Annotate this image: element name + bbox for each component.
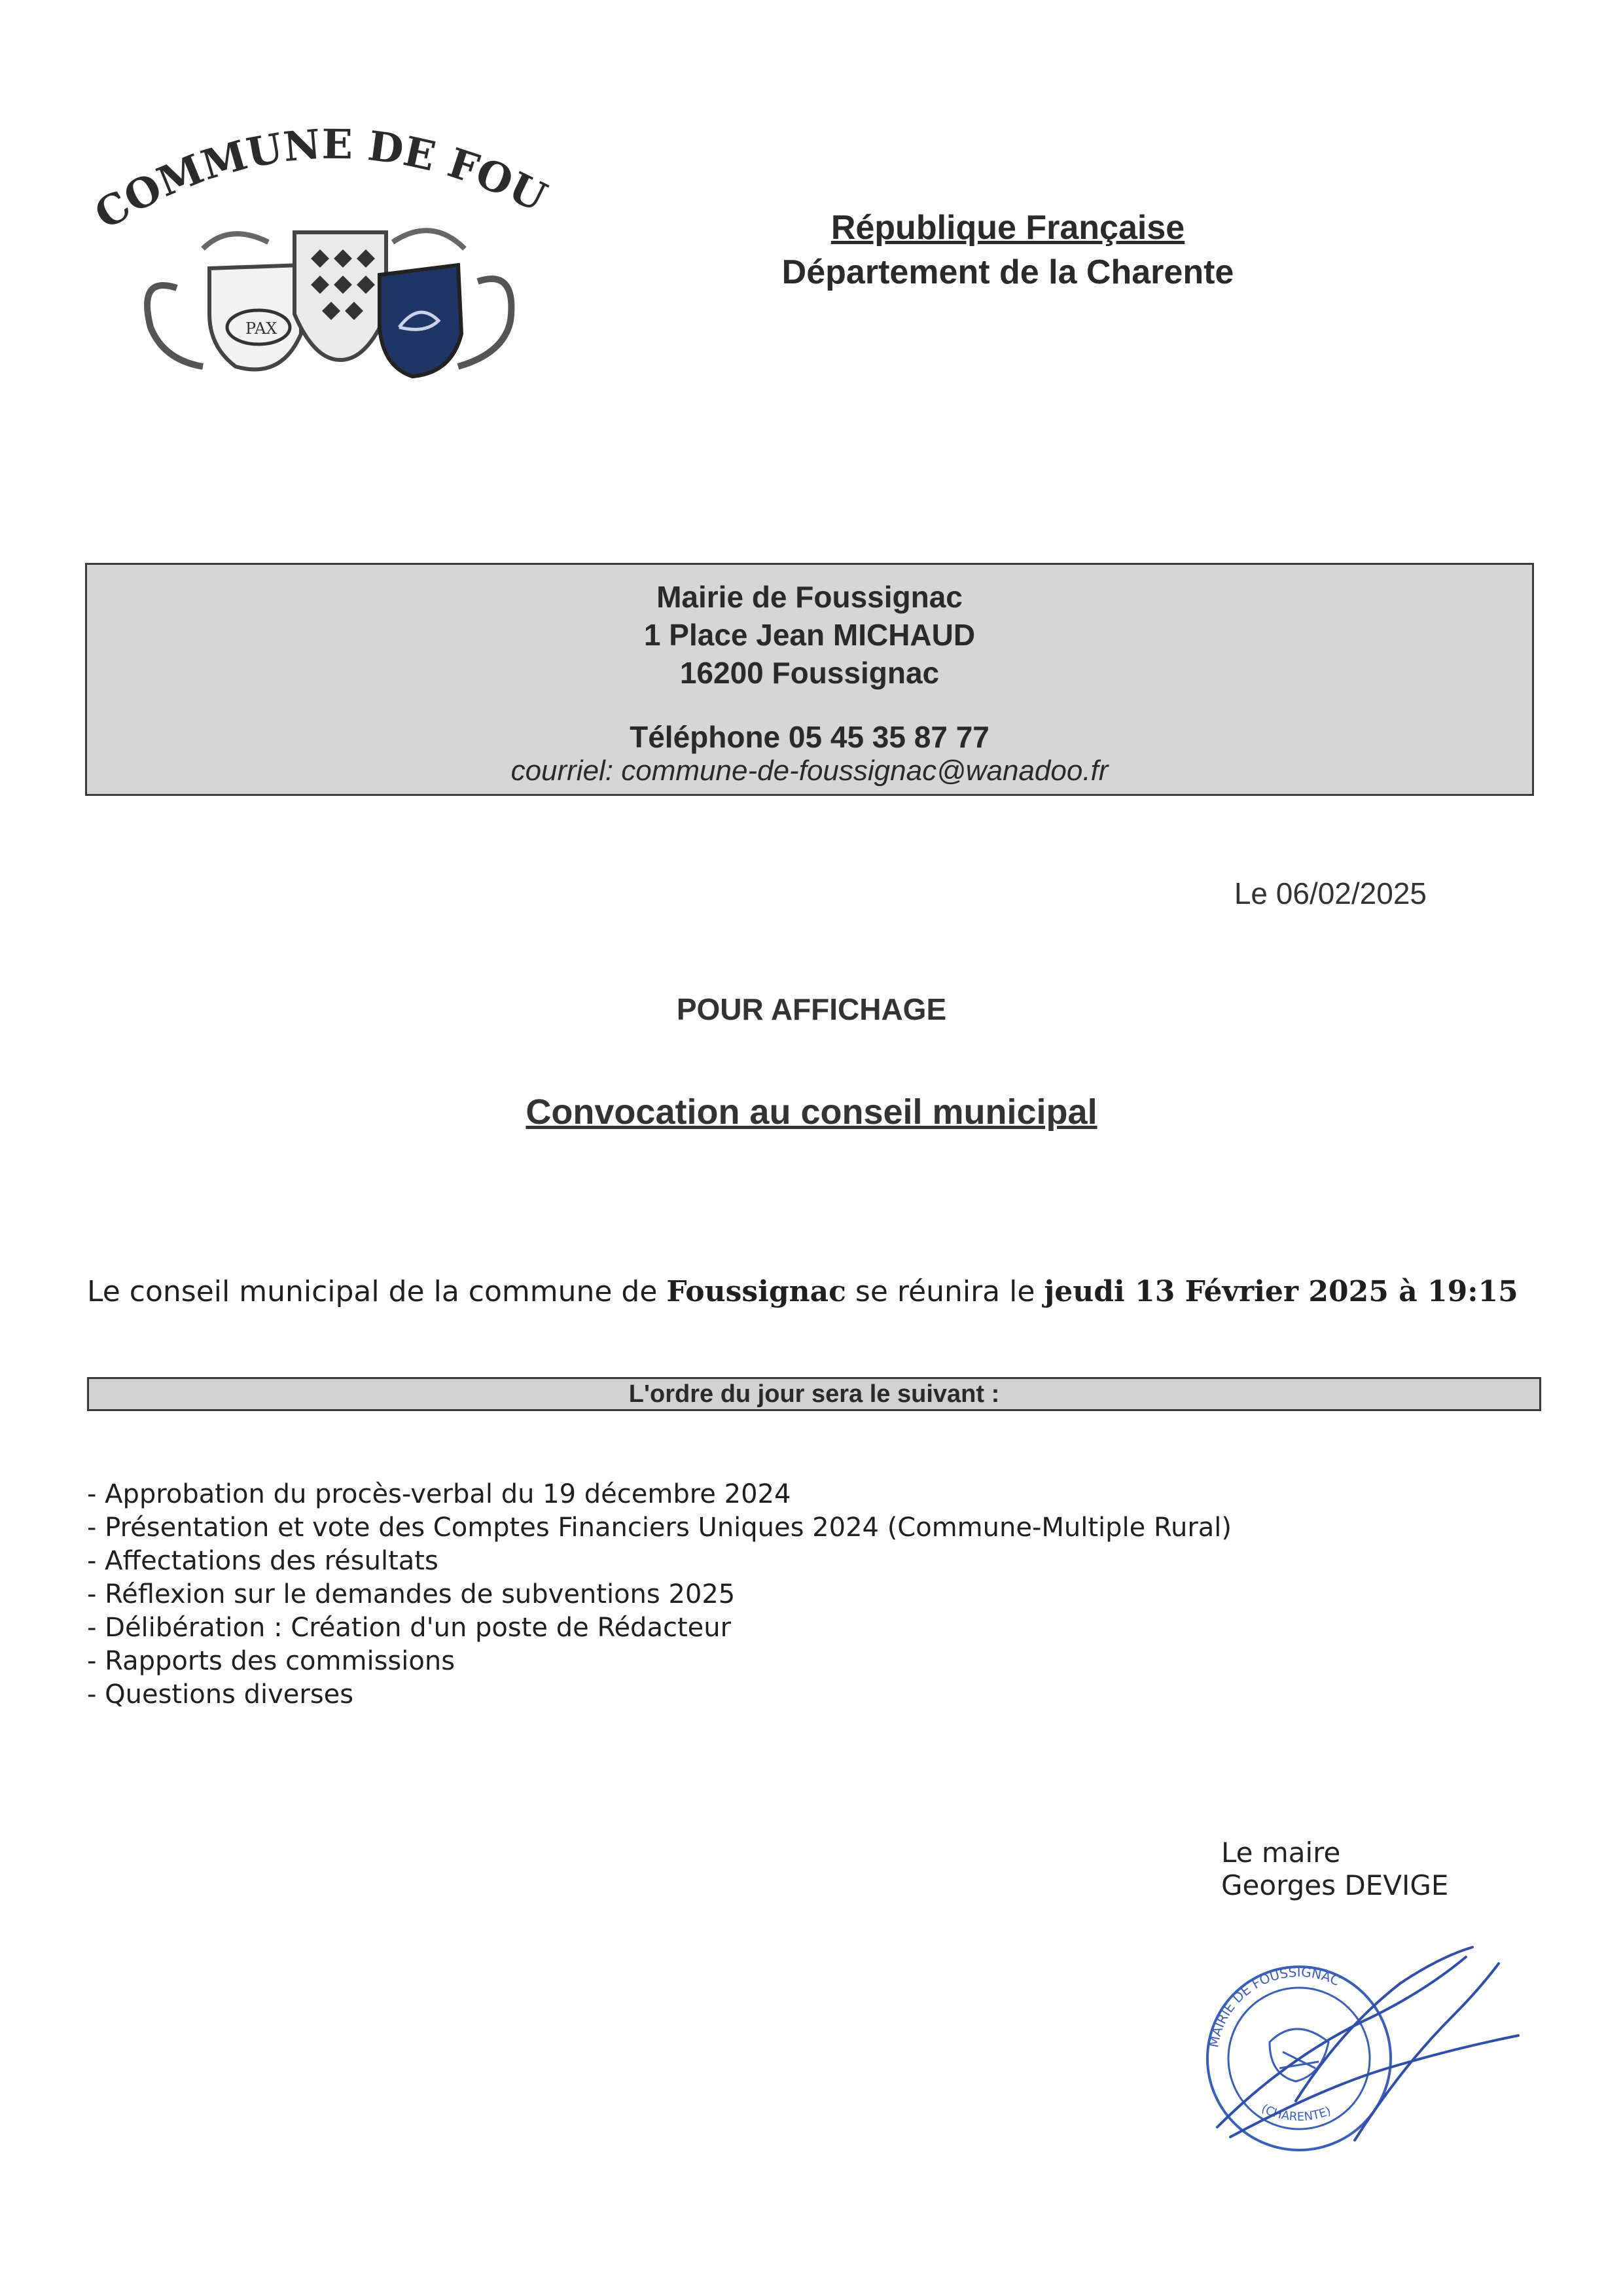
intro-when: jeudi 13 Février 2025 à 19:15: [1044, 1275, 1518, 1308]
commune-logo: [85, 118, 569, 393]
coat-of-arms-icon: [85, 118, 569, 393]
signature-title: Le maire: [1221, 1837, 1341, 1869]
svg-text:MAIRIE DE FOUSSIGNAC: MAIRIE DE FOUSSIGNAC: [1205, 1964, 1343, 2049]
intro-commune: Foussignac: [666, 1275, 846, 1308]
address-email: courriel: commune-de-foussignac@wanadoo.fr: [510, 755, 1109, 787]
address-city: 16200 Foussignac: [679, 656, 940, 690]
address-phone: Téléphone 05 45 35 87 77: [630, 720, 990, 754]
agenda-item: - Délibération : Création d'un poste de Rédacteur: [87, 1613, 732, 1643]
intro-part1: Le conseil municipal de la commune de: [87, 1275, 667, 1308]
svg-text:COMMUNE DE FOUSSIGNAC: COMMUNE DE FOU: [86, 120, 554, 239]
document-title: Convocation au conseil municipal: [526, 1092, 1097, 1132]
agenda-item: - Rapports des commissions: [87, 1646, 455, 1676]
svg-text:PAX: PAX: [245, 319, 277, 338]
agenda-item: - Approbation du procès-verbal du 19 décembre 2024: [87, 1479, 791, 1509]
ordre-du-jour-banner: L'ordre du jour sera le suivant :: [87, 1377, 1541, 1411]
agenda-item: - Affectations des résultats: [87, 1546, 438, 1576]
document-date: Le 06/02/2025: [1234, 876, 1427, 910]
stamp-seal-icon: [1191, 1937, 1531, 2153]
agenda-item: - Questions diverses: [87, 1679, 354, 1710]
intro-part2: se réunira le: [846, 1275, 1044, 1308]
agenda-item: - Présentation et vote des Comptes Financiers Uniques 2024 (Commune-Multiple Rural): [87, 1513, 1232, 1543]
pour-affichage: POUR AFFICHAGE: [676, 992, 947, 1026]
address-box: [85, 563, 1534, 796]
republique-francaise: République Française: [830, 209, 1185, 247]
agenda-item: - Réflexion sur le demandes de subventions 2025: [87, 1579, 736, 1609]
departement: Département de la Charente: [781, 253, 1234, 291]
address-street: 1 Place Jean MICHAUD: [643, 618, 976, 652]
mairie-stamp: [1191, 1937, 1531, 2153]
address-name: Mairie de Foussignac: [656, 580, 963, 614]
agenda-list: [87, 1478, 1232, 1712]
signature-name: Georges DEVIGE: [1221, 1869, 1449, 1901]
svg-text:(CHARENTE): (CHARENTE): [1258, 2102, 1333, 2125]
intro-sentence: [87, 1275, 1560, 1308]
